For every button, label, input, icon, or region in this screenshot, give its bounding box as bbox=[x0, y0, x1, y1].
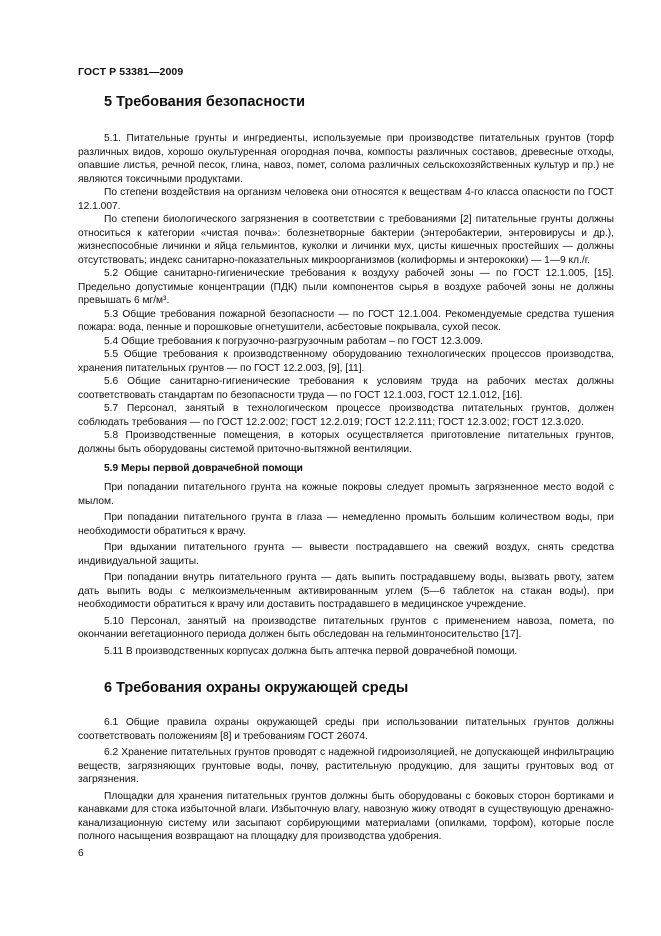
paragraph-5-3: 5.3 Общие требования пожарной безопасности — по ГОСТ 12.1.004. Рекомендуемые средства тушения пожара: вода, пенные и порошковые огнетушители, асбестовые покрывала, сухой песок. bbox=[78, 308, 614, 333]
paragraph-skin-contact: При попадании питательного грунта на кожные покровы следует промыть загрязненное место водой с мылом. bbox=[78, 482, 614, 507]
paragraph-ingestion: При попадании внутрь питательного грунта — дать выпить пострадавшему воды, вызвать рвоту, затем дать выпить воды с мелкоизмельченным активированным углем (5—6 таблеток на стакан воды), при необходимости обратиться к врачу или доставить пострадавшего в медицинское учреждение. bbox=[78, 572, 614, 610]
page-number: 6 bbox=[78, 848, 84, 859]
paragraph-6-2: 6.2 Хранение питательных грунтов проводят с надежной гидроизоляцией, не допускающей инфильтрацию веществ, загрязняющих грунтовые воды, почву, растительную продукцию, для защиты грунтовых вод от загрязнения. bbox=[78, 747, 614, 785]
paragraph-storage-sites: Площадки для хранения питательных грунтов должны быть оборудованы с боковых сторон бортиками и канавками для стока избыточной влаги. Избыточную влагу, навозную жижу отводят в существующую дренажно-канализационную систему или засыпают сорбирующими материалами (опилками, торфом), которые после полного насыщения возвращают на площадку для производства удобрения. bbox=[78, 790, 614, 842]
section-6-title: 6 Требования охраны окружающей среды bbox=[104, 680, 409, 696]
paragraph-5-8: 5.8 Производственные помещения, в которых осуществляется приготовление питательных грунтов, должны быть оборудованы системой приточно-вытяжной вентиляции. bbox=[78, 430, 614, 455]
document-header: ГОСТ Р 53381—2009 bbox=[78, 66, 184, 78]
paragraph-biological-contamination: По степени биологического загрязнения в соответствии с требованиями [2] питательные грунты должны относиться к категории «чистая почва»: болезнетворные бактерии (энтеробактерии, энтеровирусы и др.), жизнеспособные личинки и яйца гельминтов, куколки и личинки мух, цисты кишечных простейших — должны отсутствовать; индекс санитарно-показательных микроорганизмов (колиформы и энтерококки) — 1—9 кл./г. bbox=[78, 214, 614, 266]
paragraph-5-10: 5.10 Персонал, занятый на производстве питательных грунтов с применением навоза, помета, по окончании вегетационного периода должен быть обследован на гельминтоносительство [17]. bbox=[78, 615, 614, 640]
paragraph-5-2: 5.2 Общие санитарно-гигиенические требования к воздуху рабочей зоны — по ГОСТ 12.1.005, [15]. Предельно допустимые концентрации (ПДК) пыли компонентов сырья в воздухе рабочей зоны не должны превышать 6 мг/м³. bbox=[78, 268, 614, 306]
subsection-5-9-title: 5.9 Меры первой доврачебной помощи bbox=[104, 463, 303, 474]
paragraph-5-6: 5.6 Общие санитарно-гигиенические требования к условиям труда на рабочих местах должны соответствовать стандартам по безопасности труда — по ГОСТ 12.1.003, ГОСТ 12.1.012, [16]. bbox=[78, 376, 614, 401]
paragraph-5-4: 5.4 Общие требования к погрузочно-разгрузочным работам – по ГОСТ 12.3.009. bbox=[104, 335, 484, 347]
paragraph-eye-contact: При попадании питательного грунта в глаза — немедленно промыть большим количеством воды, при необходимости обратиться к врачу. bbox=[78, 512, 614, 537]
paragraph-5-11: 5.11 В производственных корпусах должна быть аптечка первой доврачебной помощи. bbox=[104, 645, 518, 657]
document-body bbox=[78, 90, 614, 844]
paragraph-5-1: 5.1. Питательные грунты и ингредиенты, используемые при производстве питательных грунтов (торф различных видов, хорошо окультуренная огородная почва, компосты различных составов, древесные отходы, опавшие листья, речной песок, глина, навоз, помет, солома различных сельскохозяйственных культур и пр.) не являются токсичными продуктами. bbox=[78, 133, 614, 185]
paragraph-6-1: 6.1 Общие правила охраны окружающей среды при использовании питательных грунтов должны соответствовать положениям [8] и требованиям ГОСТ 26074. bbox=[78, 717, 614, 742]
section-5-title: 5 Требования безопасности bbox=[104, 94, 306, 110]
paragraph-toxicity-class: По степени воздействия на организм человека они относятся к веществам 4-го класса опасности по ГОСТ 12.1.007. bbox=[78, 187, 614, 212]
paragraph-5-7: 5.7 Персонал, занятый в технологическом процессе производства питательных грунтов, должен соблюдать требования — по ГОСТ 12.2.002; ГОСТ 12.2.019; ГОСТ 12.2.111; ГОСТ 12.3.002; ГОСТ 12.3.020. bbox=[78, 403, 614, 428]
paragraph-inhalation: При вдыхании питательного грунта — вывести пострадавшего на свежий воздух, снять средства индивидуальной защиты. bbox=[78, 542, 614, 567]
paragraph-5-5: 5.5 Общие требования к производственному оборудованию технологических процессов производства, хранения питательных грунтов — по ГОСТ 12.2.003, [9], [11]. bbox=[78, 349, 614, 374]
